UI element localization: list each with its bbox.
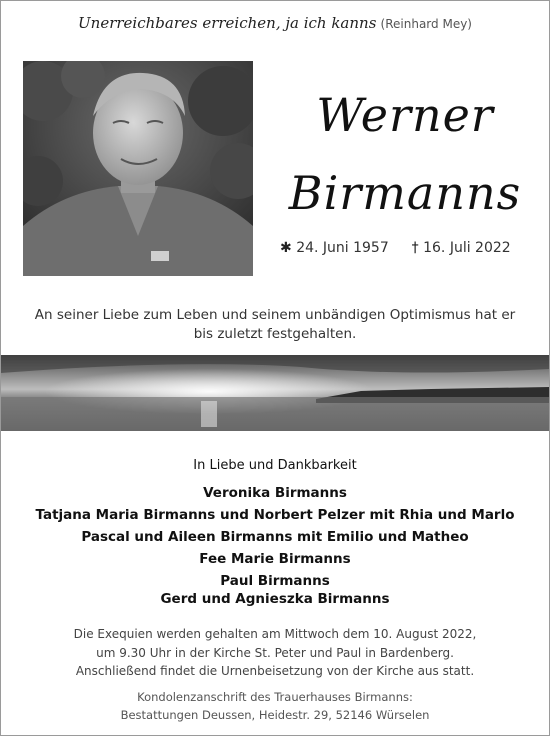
birth-date: 24. Juni 1957	[296, 240, 389, 256]
intro-line: bis zuletzt festgehalten.	[193, 326, 357, 342]
intro-line: An seiner Liebe zum Leben und seinem unbändigen Optimismus hat er	[34, 307, 516, 323]
motto	[0, 14, 550, 32]
death-cross-icon: †	[411, 240, 419, 256]
funeral-details	[20, 625, 530, 681]
deceased-first-name: Werner	[316, 88, 494, 142]
condolence-address	[20, 688, 530, 724]
mourner-name: Pascal und Aileen Birmanns mit Emilio und Matheo	[81, 529, 469, 545]
funeral-line: Anschließend findet die Urnenbeisetzung von der Kirche aus statt.	[75, 664, 475, 678]
mourner-name: Paul Birmanns	[220, 573, 330, 589]
portrait-illustration	[23, 61, 253, 276]
funeral-line: um 9.30 Uhr in der Kirche St. Peter und Paul in Bardenberg.	[96, 645, 454, 660]
mourner-name: Fee Marie Birmanns	[199, 551, 351, 567]
condolence-line: Kondolenzanschrift des Trauerhauses Birmanns:	[137, 690, 413, 704]
sunset-lake-image	[1, 355, 549, 431]
sunset-lake-illustration	[1, 355, 549, 431]
condolence-line: Bestattungen Deussen, Heidestr. 29, 52146 Würselen	[120, 708, 430, 722]
funeral-line: Die Exequien werden gehalten am Mittwoch dem 10. August 2022,	[73, 627, 477, 641]
life-dates	[280, 240, 511, 256]
mourners-heading: In Liebe und Dankbarkeit	[193, 458, 357, 473]
birth-star-icon: ✱	[280, 240, 292, 256]
motto-author: (Reinhard Mey)	[380, 17, 472, 31]
death-date: 16. Juli 2022	[423, 240, 511, 256]
intro-text	[20, 306, 530, 344]
motto-quote: Unerreichbares erreichen, ja ich kanns	[78, 14, 377, 32]
portrait-photo	[23, 61, 253, 276]
mourner-name: Gerd und Agnieszka Birmanns	[160, 591, 390, 607]
mourner-name: Tatjana Maria Birmanns und Norbert Pelzer mit Rhia und Marlo	[35, 507, 515, 523]
mourner-name: Veronika Birmanns	[203, 485, 347, 501]
deceased-last-name: Birmanns	[288, 166, 522, 220]
